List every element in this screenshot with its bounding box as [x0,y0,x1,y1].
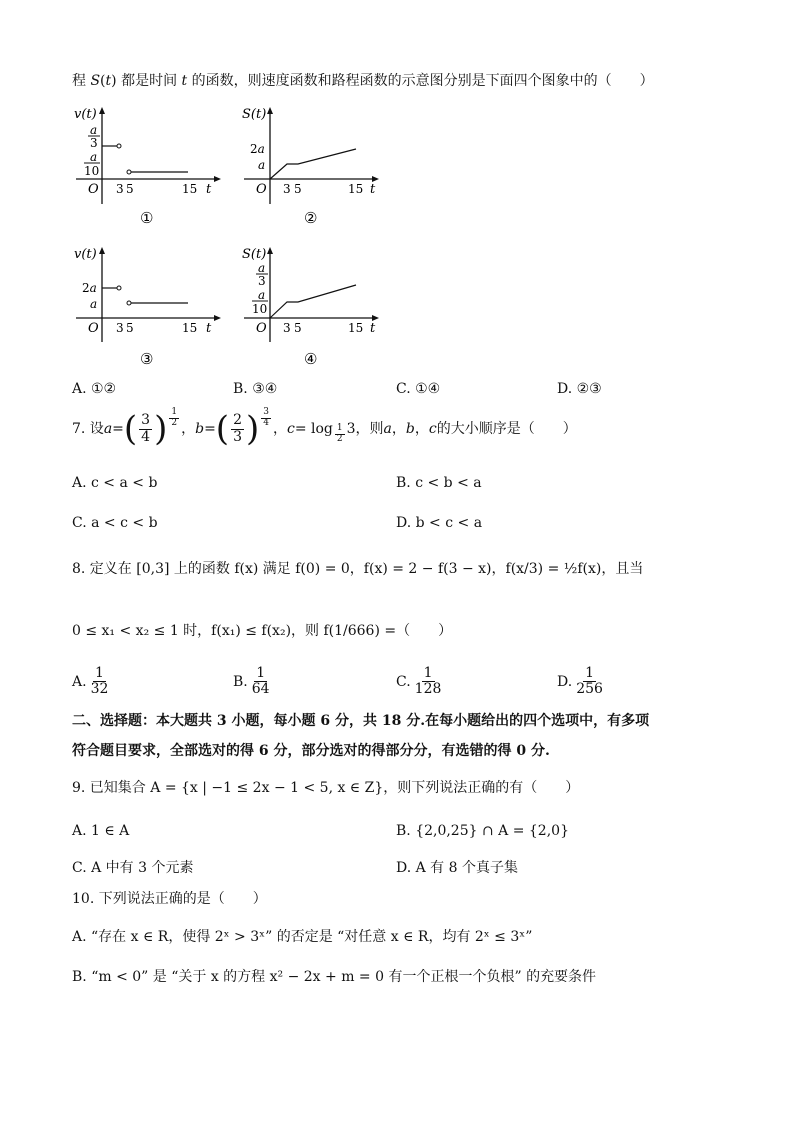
graph-4-xtick: 15 [348,321,364,335]
graph-2-xtick: 3 [283,182,291,196]
q8-line1: 8. 定义在 [0,3] 上的函数 f(x) 满足 f(0) = 0，f(x) = 2 − f(3 − x)，f(x/3) = ½f(x)，且当 [72,561,644,577]
q6-option-b[interactable]: B. ③④ [233,381,278,397]
q10-option-a[interactable]: A. “存在 x ∈ R，使得 2ˣ > 3ˣ” 的否定是 “对任意 x ∈ R，均有 2ˣ ≤ 3ˣ” [72,929,533,945]
q9-option-a[interactable]: A. 1 ∈ A [72,823,130,839]
q7-option-a[interactable]: A. c < a < b [72,475,158,491]
graph-1-ytick: a [90,123,98,137]
q8-line2: 0 ≤ x₁ < x₂ ≤ 1 时，f(x₁) ≤ f(x₂)，则 f(1/666) =（ ） [72,623,453,639]
q8-option-a[interactable]: A. $\frac{1}{32}$ [72,665,109,698]
graph-1-xlabel: t [206,182,212,197]
section2-line2: 符合题目要求，全部选对的得 6 分，部分选对的得部分分，有选错的得 0 分. [72,743,550,759]
q6-option-a[interactable]: A. ①② [72,381,117,397]
graph-3-xtick: 3 [116,321,124,335]
graph-4-ytick: a [258,288,266,302]
graph-1-ytick: 3 [90,136,98,150]
graph-2-xlabel: t [370,182,376,197]
graph-1-xtick: 5 [126,182,134,196]
graph-3-marker: ③ [140,350,154,368]
graph-1-origin: O [88,182,99,197]
q8-option-d[interactable]: D. $\frac{1}{256}$ [557,665,603,698]
graph-3-xtick: 5 [126,321,134,335]
graph-3-origin: O [88,321,99,336]
q10-option-b[interactable]: B. “m < 0” 是 “关于 x 的方程 x² − 2x + m = 0 有一个正根一个负根” 的充要条件 [72,969,597,985]
graph-1-ytick: 10 [84,164,100,178]
q7-option-d[interactable]: D. b < c < a [396,515,483,531]
graph-1 [66,100,226,230]
q6-stem: 程 S(t) 都是时间 t 的函数，则速度函数和路程函数的示意图分别是下面四个图象中的（ ） [72,73,654,89]
graph-1-xtick: 15 [182,182,198,196]
graph-1-marker: ① [140,209,154,227]
graph-4-origin: O [256,321,267,336]
q6-option-c[interactable]: C. ①④ [396,381,441,397]
q9-stem: 9. 已知集合 A = {x | −1 ≤ 2x − 1 < 5, x ∈ Z}，则下列说法正确的有（ ） [72,780,580,796]
graph-1-ytick: a [90,150,98,164]
graph-2-ylabel: S(t) [242,107,267,122]
q9-option-d[interactable]: D. A 有 8 个真子集 [396,860,518,876]
graph-1-xtick: 3 [116,182,124,196]
q8-option-b[interactable]: B. $\frac{1}{64}$ [233,665,270,698]
graph-1-ylabel: v(t) [74,107,97,122]
q7-stem: 7. 设 a = ( $\frac{3}{4}$ ) $\frac{1}{2}$ ， b = ( $\frac{2}{3}$ ) $\frac{3}{4}$ ， c = log $\frac{1}{2}$ 3，则 a ， b ， c 的大小顺序是（ ） [72,407,577,449]
graph-2-ytick: 2a [250,142,265,156]
graph-3-xtick: 15 [182,321,198,335]
graph-2-origin: O [256,182,267,197]
graph-3-ytick: 2a [82,281,97,295]
graph-3-ylabel: v(t) [74,247,97,262]
graph-4-xtick: 3 [283,321,291,335]
q9-option-c[interactable]: C. A 中有 3 个元素 [72,860,194,876]
graph-4-marker: ④ [304,350,318,368]
graph-4-ytick: 3 [258,274,266,288]
q10-stem: 10. 下列说法正确的是（ ） [72,891,267,907]
graph-4 [238,238,398,368]
graph-4-xtick: 5 [294,321,302,335]
section2-line1: 二、选择题：本大题共 3 小题，每小题 6 分，共 18 分.在每小题给出的四个选项中，有多项 [72,713,650,729]
graph-4-ytick: a [258,261,266,275]
graph-2-xtick: 5 [294,182,302,196]
graph-4-ytick: 10 [252,302,268,316]
q8-option-c[interactable]: C. $\frac{1}{128}$ [396,665,442,698]
q7-option-b[interactable]: B. c < b < a [396,475,482,491]
graph-2-xtick: 15 [348,182,364,196]
q9-option-b[interactable]: B. {2,0,25} ∩ A = {2,0} [396,823,569,839]
graph-3-ytick: a [90,297,98,311]
graph-2-marker: ② [304,209,318,227]
q7-option-c[interactable]: C. a < c < b [72,515,158,531]
graph-2-ytick: a [258,158,266,172]
q6-option-d[interactable]: D. ②③ [557,381,602,397]
graph-3-xlabel: t [206,321,212,336]
graph-4-ylabel: S(t) [242,247,267,262]
graph-4-xlabel: t [370,321,376,336]
graph-2 [238,100,398,230]
graph-3 [66,238,226,368]
